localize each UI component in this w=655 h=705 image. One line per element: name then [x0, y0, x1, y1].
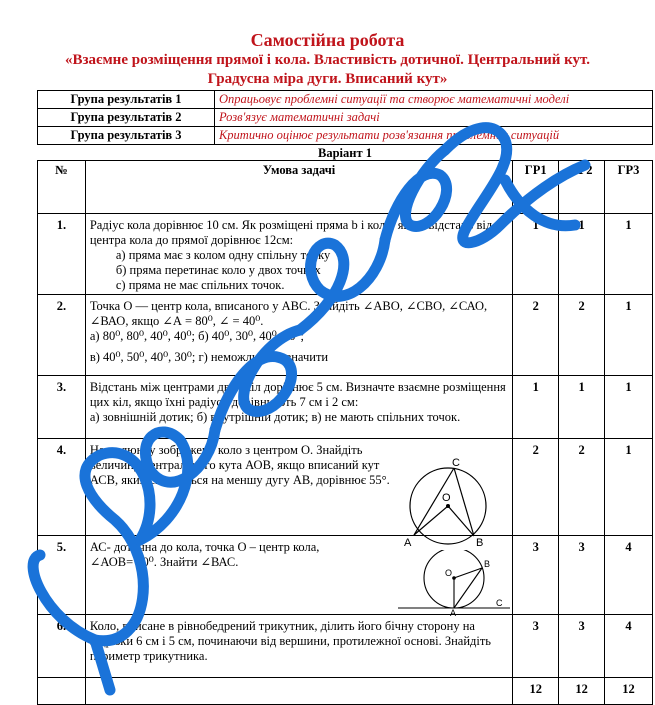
tasks-table [37, 146, 653, 705]
header-cond: Умова задачі [85, 161, 512, 214]
score-g1: 1 [513, 214, 559, 295]
total-g2: 12 [559, 678, 605, 705]
table-row [38, 295, 653, 376]
totals-row [38, 678, 653, 705]
task-option: с) пряма не має спільних точок. [115, 278, 285, 292]
page-topic: «Взаємне розміщення прямої і кола. Властивість дотичної. Центральний кут. Градусна міра дуги. Вписаний кут» [64, 52, 591, 87]
group-desc: Розв'язує математичні задачі [215, 109, 653, 127]
group-row [38, 127, 653, 145]
score-g1: 3 [513, 615, 559, 678]
group-label: Група результатів 2 [38, 109, 215, 127]
task-num: 5. [38, 536, 86, 615]
task-num: 6. [38, 615, 86, 678]
total-g1: 12 [513, 678, 559, 705]
task-num: 4. [38, 439, 86, 536]
figure-tangent-circle [398, 550, 510, 616]
score-g3: 4 [605, 615, 653, 678]
score-g3: 1 [605, 295, 653, 376]
score-g2: 1 [559, 376, 605, 439]
label-o: O [445, 568, 453, 578]
score-g2: 3 [559, 536, 605, 615]
header-num: № [38, 161, 86, 214]
score-g2: 2 [559, 439, 605, 536]
empty-cell [85, 678, 512, 705]
table-row [38, 615, 653, 678]
score-g1: 2 [513, 439, 559, 536]
score-g2: 3 [559, 615, 605, 678]
results-groups-table [37, 90, 653, 145]
score-g1: 3 [513, 536, 559, 615]
task-cond [85, 376, 512, 439]
label-a: A [404, 537, 412, 548]
group-desc: Опрацьовує проблемні ситуації та створює математичні моделі [215, 91, 653, 109]
score-g2: 1 [559, 214, 605, 295]
score-g1: 2 [513, 295, 559, 376]
group-desc: Критично оцінює результати розв'язання проблемних ситуацій [215, 127, 653, 145]
task-option: а) пряма має з колом одну спільну точку [115, 248, 331, 262]
task-line: Коло, вписане в рівнобедрений трикутник, ділить його бічну сторону на відрізки 6 см і 5 см, починаючи від вершини, протилежної основі. Знайдіть периметр трикутника. [89, 619, 492, 663]
task-line: АС- дотична до кола, точка О – центр кола, ∠АОВ= 40⁰. Знайти ∠ВАС. [89, 540, 320, 569]
task-line: в) 40⁰, 50⁰, 40⁰, 30⁰; г) неможливо визначити [89, 350, 329, 364]
table-header [38, 161, 653, 214]
empty-cell [38, 678, 86, 705]
score-g3: 1 [605, 439, 653, 536]
task-num: 2. [38, 295, 86, 376]
task-cond [85, 295, 512, 376]
table-row [38, 214, 653, 295]
label-b: B [484, 559, 491, 569]
score-g3: 1 [605, 376, 653, 439]
table-row [38, 376, 653, 439]
table-row [38, 439, 653, 536]
label-o: O [442, 492, 451, 504]
task-cond [85, 214, 512, 295]
task-line: Точка О — центр кола, вписаного у ABC. Знайдіть ∠АВО, ∠СВО, ∠САО, ∠ВАО, якщо ∠А = 80⁰, ∠ = 40⁰. [89, 299, 488, 328]
task-line: а) 80⁰, 80⁰, 40⁰, 40⁰; б) 40⁰, 30⁰, 40⁰, 30⁰; [89, 329, 305, 343]
task-line: На малюнку зображено коло з центром О. Знайдіть величину центрального кута АОВ, якщо вписаний кут АСВ, який спирається на меншу дугу АВ, дорівнює 55°. [89, 443, 390, 487]
score-g1: 1 [513, 376, 559, 439]
score-g2: 2 [559, 295, 605, 376]
label-c: C [452, 457, 460, 469]
task-line: Відстань між центрами двох кіл дорівнює 5 см. Визначте взаємне розміщення цих кіл, якщо їхні радіуси дорівнюють 7 см і 2 см: [89, 380, 506, 409]
variant-label: Варіант 1 [38, 146, 653, 161]
task-option: б) пряма перетинає коло у двох точках [115, 263, 321, 277]
group-label: Група результатів 3 [38, 127, 215, 145]
table-row [38, 536, 653, 615]
task-line: а) зовнішній дотик; б) внутрішній дотик; в) не мають спільних точок. [89, 410, 461, 424]
header-g3: ГР3 [605, 161, 653, 214]
task-line: Радіус кола дорівнює 10 см. Як розміщені пряма b і коло, якщо відстань від центра кола до прямої дорівнює 12см: [89, 218, 493, 247]
group-row [38, 91, 653, 109]
group-row [38, 109, 653, 127]
header-g2: ГР2 [559, 161, 605, 214]
label-c: C [496, 598, 503, 608]
score-g3: 1 [605, 214, 653, 295]
total-g3: 12 [605, 678, 653, 705]
score-g3: 4 [605, 536, 653, 615]
task-num: 1. [38, 214, 86, 295]
page-title: Самостійна робота [250, 30, 405, 50]
task-num: 3. [38, 376, 86, 439]
group-label: Група результатів 1 [38, 91, 215, 109]
label-b: B [476, 537, 484, 548]
header-g1: ГР1 [513, 161, 559, 214]
task-cond [85, 615, 512, 678]
label-a: A [450, 608, 457, 616]
figure-circle-inscribed-angle [402, 456, 512, 548]
